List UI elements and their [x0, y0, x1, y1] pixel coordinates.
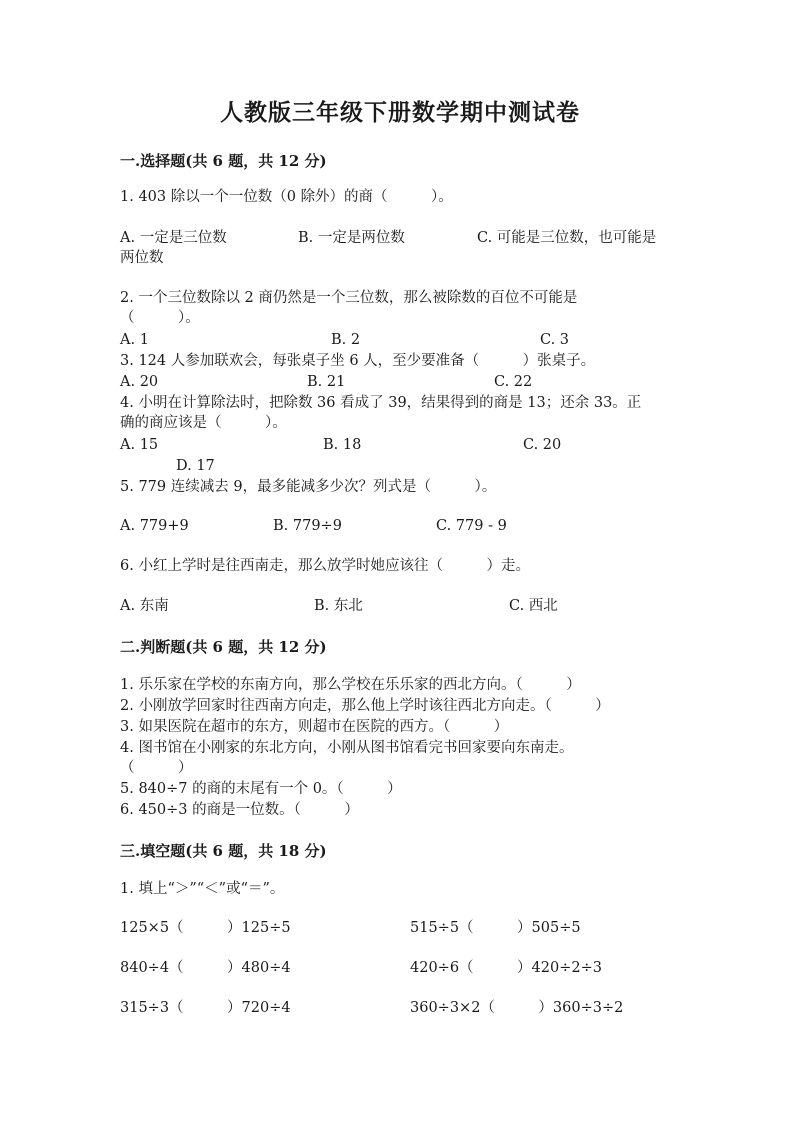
fill-question-1: 1. 填上“＞”“＜”或“＝”。 — [120, 881, 285, 897]
option-6c: C. 西北 — [509, 598, 558, 614]
option-1b: B. 一定是两位数 — [298, 230, 405, 246]
comparison-row3-left: 315÷3（ ）720÷4 — [120, 1000, 291, 1016]
option-2c: C. 3 — [540, 332, 570, 348]
comparison-row3-right: 360÷3×2（ ）360÷3÷2 — [410, 1000, 624, 1016]
comparison-row2-right: 420÷6（ ）420÷2÷3 — [410, 960, 602, 976]
option-1a: A. 一定是三位数 — [120, 230, 227, 246]
option-5a: A. 779+9 — [120, 518, 189, 534]
question-2: 2. 一个三位数除以 2 商仍然是一个三位数，那么被除数的百位不可能是 — [120, 290, 578, 306]
option-2b: B. 2 — [331, 332, 361, 348]
judgment-item-4-continued: （ ） — [120, 760, 193, 776]
judgment-item-4: 4. 图书馆在小刚家的东北方向，小刚从图书馆看完书回家要向东南走。 — [120, 740, 574, 756]
comparison-row2-left: 840÷4（ ）480÷4 — [120, 960, 291, 976]
option-1c: C. 可能是三位数，也可能是 — [477, 230, 657, 246]
option-3a: A. 20 — [120, 374, 159, 390]
option-5b: B. 779÷9 — [273, 518, 342, 534]
option-4c: C. 20 — [523, 437, 562, 453]
option-2a: A. 1 — [120, 332, 149, 348]
judgment-item-2: 2. 小刚放学回家时往西南方向走，那么他上学时该往西北方向走。（ ） — [120, 698, 610, 714]
option-4b: B. 18 — [323, 437, 362, 453]
question-4: 4. 小明在计算除法时，把除数 36 看成了 39，结果得到的商是 13；还余 33。正 — [120, 395, 642, 411]
judgment-item-3: 3. 如果医院在超市的东方，则超市在医院的西方。（ ） — [120, 719, 509, 735]
question-2-continued: （ ）。 — [120, 310, 200, 326]
option-4a: A. 15 — [120, 437, 159, 453]
option-6a: A. 东南 — [120, 598, 169, 614]
question-6: 6. 小红上学时是往西南走，那么放学时她应该往（ ）走。 — [120, 558, 530, 574]
option-4d: D. 17 — [176, 458, 215, 474]
question-3: 3. 124 人参加联欢会，每张桌子坐 6 人，至少要准备（ ）张桌子。 — [120, 353, 596, 369]
comparison-row1-right: 515÷5（ ）505÷5 — [410, 920, 581, 936]
judgment-item-6: 6. 450÷3 的商是一位数。（ ） — [120, 802, 359, 818]
question-5: 5. 779 连续减去 9，最多能减多少次？列式是（ ）。 — [120, 479, 497, 495]
section-heading-fill: 三.填空题(共 6 题，共 18 分) — [120, 842, 327, 860]
judgment-item-1: 1. 乐乐家在学校的东南方向，那么学校在乐乐家的西北方向。（ ） — [120, 677, 581, 693]
option-1c-continued: 两位数 — [120, 250, 164, 266]
comparison-row1-left: 125×5（ ）125÷5 — [120, 920, 291, 936]
option-3b: B. 21 — [307, 374, 346, 390]
section-heading-judgment: 二.判断题(共 6 题，共 12 分) — [120, 638, 327, 656]
option-6b: B. 东北 — [314, 598, 363, 614]
option-5c: C. 779 - 9 — [436, 518, 507, 534]
option-3c: C. 22 — [494, 374, 533, 390]
question-1: 1. 403 除以一个一位数（0 除外）的商（ ）。 — [120, 189, 453, 205]
page-title: 人教版三年级下册数学期中测试卷 — [220, 99, 580, 126]
section-heading-choice: 一.选择题(共 6 题，共 12 分) — [120, 152, 327, 170]
judgment-item-5: 5. 840÷7 的商的末尾有一个 0。（ ） — [120, 781, 402, 797]
question-4-continued: 确的商应该是（ ）。 — [120, 415, 287, 431]
